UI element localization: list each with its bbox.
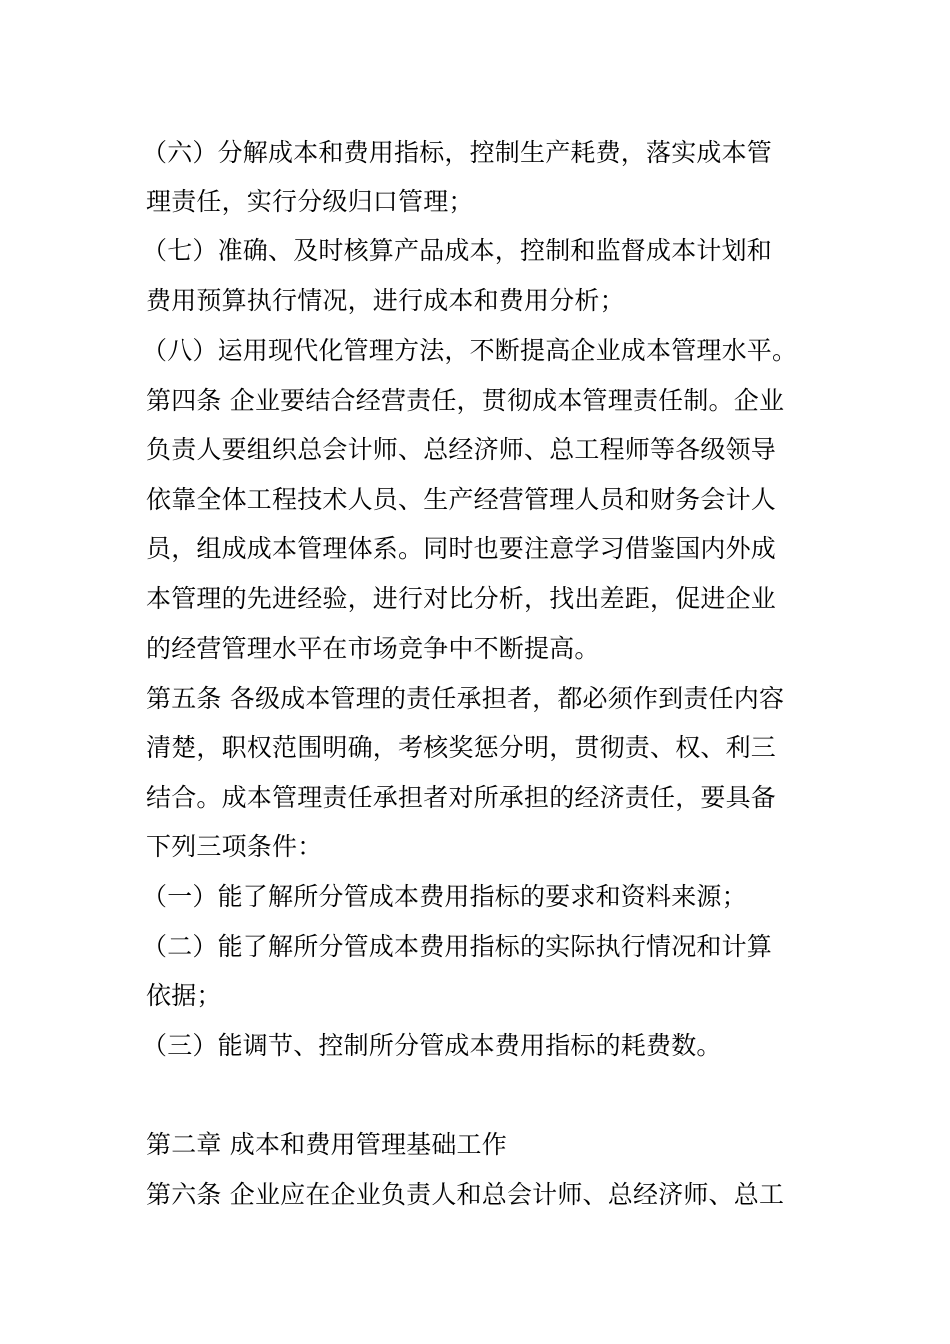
text-line: （八）运用现代化管理方法，不断提高企业成本管理水平。 xyxy=(142,336,798,365)
text-line: 员，组成成本管理体系。同时也要注意学习借鉴国内外成 xyxy=(146,534,777,563)
article-heading-line: 第五条 各级成本管理的责任承担者，都必须作到责任内容 xyxy=(146,684,785,713)
text-line: 下列三项条件： xyxy=(146,832,323,861)
text-line: 本管理的先进经验，进行对比分析，找出差距，促进企业 xyxy=(146,584,777,613)
chapter-heading: 第二章 成本和费用管理基础工作 xyxy=(146,1130,507,1159)
text-line: 清楚，职权范围明确，考核奖惩分明，贯彻责、权、利三 xyxy=(146,733,777,762)
article-heading-line: 第四条 企业要结合经营责任，贯彻成本管理责任制。企业 xyxy=(146,386,785,415)
text-line: （一）能了解所分管成本费用指标的要求和资料来源； xyxy=(142,882,747,911)
text-line: 依靠全体工程技术人员、生产经营管理人员和财务会计人 xyxy=(146,485,777,514)
text-line: （六）分解成本和费用指标，控制生产耗费，落实成本管 xyxy=(142,138,773,167)
text-line: 的经营管理水平在市场竞争中不断提高。 xyxy=(146,634,600,663)
text-line: 结合。成本管理责任承担者对所承担的经济责任，要具备 xyxy=(146,783,777,812)
text-line: 费用预算执行情况，进行成本和费用分析； xyxy=(146,286,625,315)
text-line: （三）能调节、控制所分管成本费用指标的耗费数。 xyxy=(142,1031,722,1060)
text-line: 依据； xyxy=(146,981,222,1010)
text-line: （二）能了解所分管成本费用指标的实际执行情况和计算 xyxy=(142,932,773,961)
text-line: （七）准确、及时核算产品成本，控制和监督成本计划和 xyxy=(142,236,773,265)
text-line: 理责任，实行分级归口管理； xyxy=(146,187,474,216)
article-heading-line: 第六条 企业应在企业负责人和总会计师、总经济师、总工 xyxy=(146,1180,785,1209)
text-line: 负责人要组织总会计师、总经济师、总工程师等各级领导 xyxy=(146,435,777,464)
